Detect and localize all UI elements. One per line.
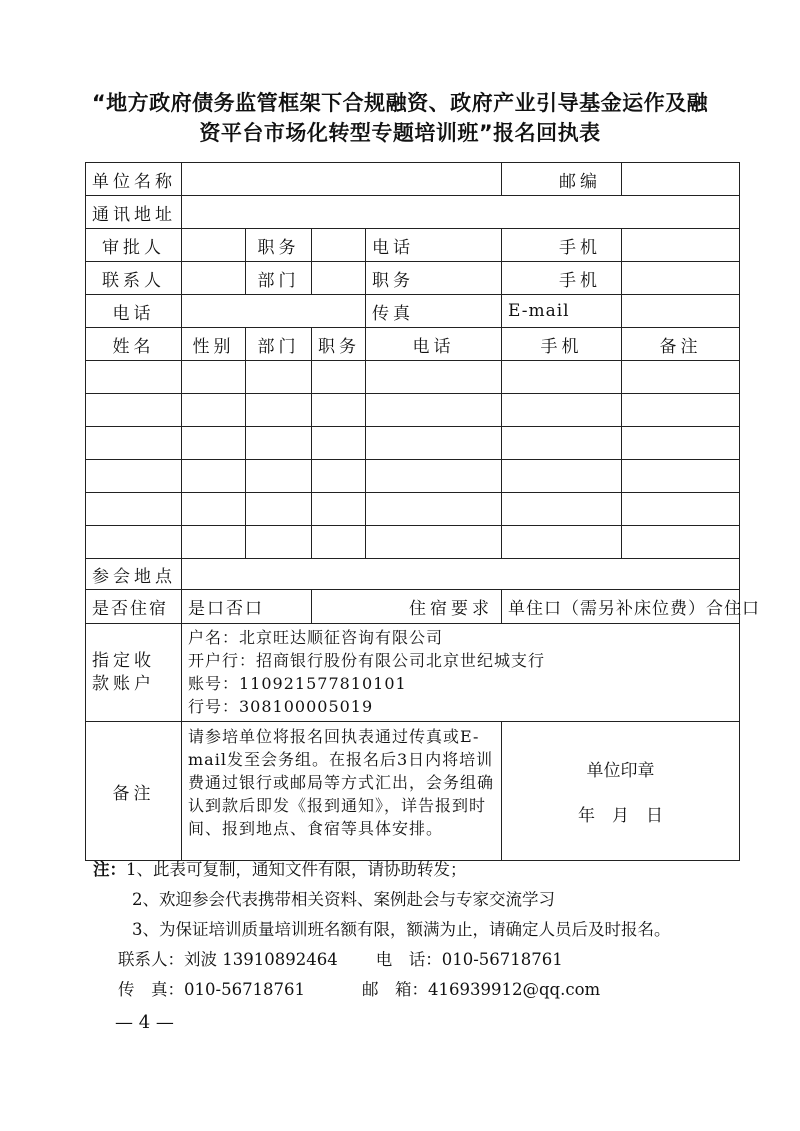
phone-field[interactable]	[182, 295, 366, 328]
approver-mobile-label: 手机	[502, 229, 622, 262]
lodging-requirement-options[interactable]: 单住口（需另补床位费）合住口	[502, 590, 740, 624]
date-label: 年 月 日	[578, 806, 663, 826]
account-bank: 开户行：招商银行股份有限公司北京世纪城支行	[188, 651, 546, 670]
notes-prefix: 注：	[93, 860, 126, 879]
account-name: 户名：北京旺达顺征咨询有限公司	[188, 628, 444, 647]
contact-mobile-field[interactable]	[622, 262, 740, 295]
contact-department-field[interactable]	[312, 262, 366, 295]
unit-name-field[interactable]	[182, 163, 502, 196]
note-3: 3、为保证培训质量培训班名额有限，额满为止，请确定人员后及时报名。	[132, 920, 671, 939]
lodging-label: 是否住宿	[86, 590, 182, 624]
address-label: 通讯地址	[86, 196, 182, 229]
fax-label: 传真	[366, 295, 502, 328]
contact-department-label: 部门	[246, 262, 312, 295]
remark-label: 备注	[86, 722, 182, 861]
col-position: 职务	[312, 328, 366, 361]
approver-label: 审批人	[86, 229, 182, 262]
contact-label: 联系人	[86, 262, 182, 295]
phone-label: 电话	[86, 295, 182, 328]
contact-line: 联系人：刘波 13910892464	[118, 950, 338, 969]
contact-position-label: 职务	[366, 262, 502, 295]
col-mobile: 手机	[502, 328, 622, 361]
table-row	[86, 460, 740, 493]
approver-phone-label: 电话	[366, 229, 502, 262]
account-label: 指定收款账户	[86, 624, 182, 722]
unit-name-label: 单位名称	[86, 163, 182, 196]
note-1: 1、此表可复制，通知文件有限，请协助转发；	[126, 860, 467, 879]
table-row	[86, 361, 740, 394]
title-line-2: 资平台市场化转型专题培训班”报名回执表	[199, 121, 601, 145]
venue-label: 参会地点	[86, 559, 182, 590]
postcode-field[interactable]	[622, 163, 740, 196]
mail-line: 邮 箱：416939912@qq.com	[362, 980, 601, 999]
lodging-requirement-label: 住宿要求	[312, 590, 502, 624]
account-number: 账号：110921577810101	[188, 674, 407, 693]
postcode-label: 邮编	[502, 163, 622, 196]
col-phone: 电话	[366, 328, 502, 361]
tel-line: 电 话：010-56718761	[375, 950, 563, 969]
seal-label: 单位印章	[586, 761, 655, 781]
approver-field[interactable]	[182, 229, 246, 262]
approver-mobile-field[interactable]	[622, 229, 740, 262]
address-field[interactable]	[182, 196, 740, 229]
title-line-1: “地方政府债务监管框架下合规融资、政府产业引导基金运作及融	[91, 91, 709, 115]
page-number: — 4 —	[115, 1012, 174, 1033]
col-gender: 性别	[182, 328, 246, 361]
lodging-options[interactable]: 是口否口	[182, 590, 312, 624]
bank-code: 行号：308100005019	[188, 697, 374, 716]
table-row	[86, 526, 740, 559]
col-remark: 备注	[622, 328, 740, 361]
table-row	[86, 394, 740, 427]
contact-field[interactable]	[182, 262, 246, 295]
table-row	[86, 493, 740, 526]
col-name: 姓名	[86, 328, 182, 361]
col-department: 部门	[246, 328, 312, 361]
approver-position-label: 职务	[246, 229, 312, 262]
note-2: 2、欢迎参会代表携带相关资料、案例赴会与专家交流学习	[132, 890, 555, 909]
table-row	[86, 427, 740, 460]
email-label: E-mail	[502, 295, 622, 328]
venue-field[interactable]	[182, 559, 740, 590]
fax-line: 传 真：010-56718761	[118, 980, 306, 999]
notes	[93, 855, 671, 1005]
approver-position-field[interactable]	[312, 229, 366, 262]
email-field[interactable]	[622, 295, 740, 328]
remark-text: 请参培单位将报名回执表通过传真或E-mail发至会务组。在报名后3日内将培训费通过银行或邮局等方式汇出，会务组确认到款后即发《报到通知》，详告报到时间、报到地点、食宿等具体安排。	[182, 722, 502, 861]
registration-form	[85, 162, 760, 861]
contact-mobile-label: 手机	[502, 262, 622, 295]
